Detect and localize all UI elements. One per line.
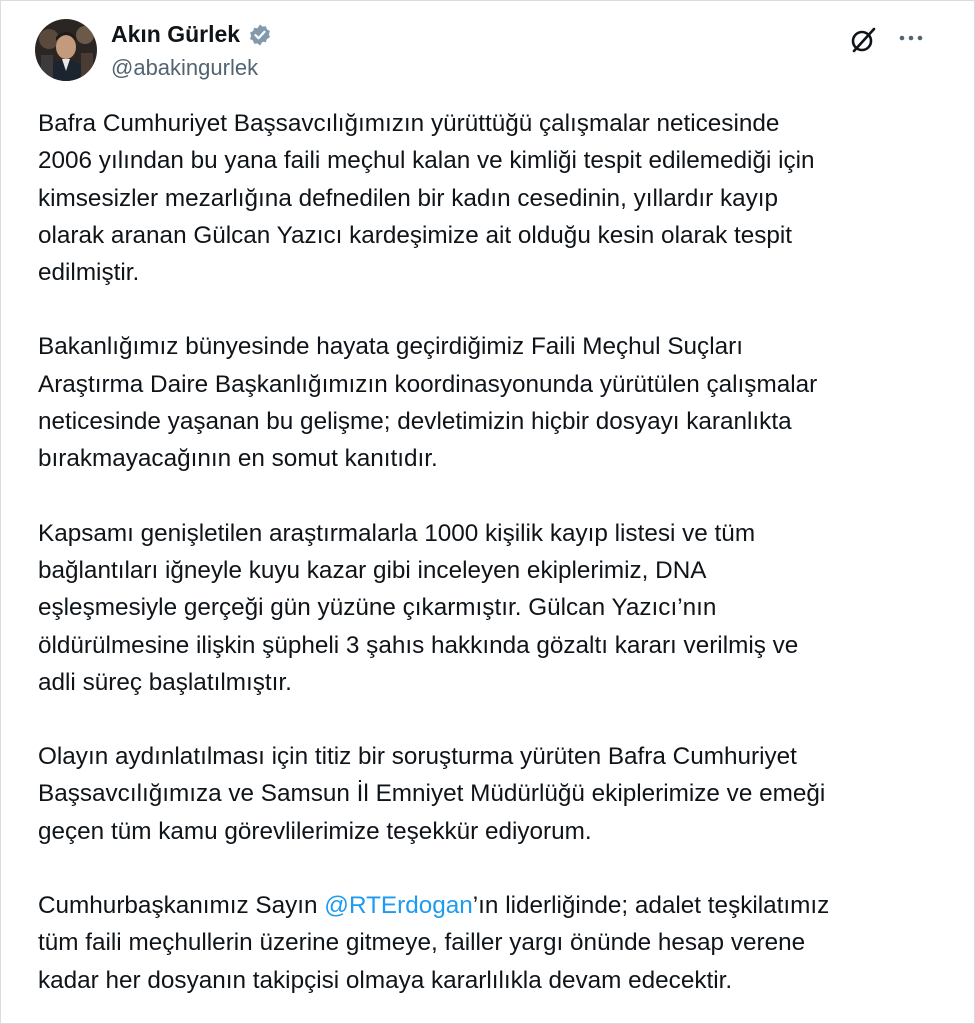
text-line: eşleşmesiyle gerçeği gün yüzüne çıkarmıştır. Gülcan Yazıcı’nın <box>38 594 717 622</box>
text-line: adli süreç başlatılmıştır. <box>38 668 292 696</box>
text-line: bağlantıları iğneyle kuyu kazar gibi inceleyen ekiplerimiz, DNA <box>38 556 707 584</box>
text-line: geçen tüm kamu görevlilerimize teşekkür ediyorum. <box>38 817 592 845</box>
text-line: bırakmayacağının en somut kanıtıdır. <box>38 445 438 473</box>
text-line: Bafra Cumhuriyet Başsavcılığımızın yürüttüğü çalışmalar neticesinde <box>38 110 780 137</box>
text-line: Olayın aydınlatılması için titiz bir soruşturma yürüten Bafra Cumhuriyet <box>38 743 797 771</box>
tweet-paragraph-2 <box>38 328 938 477</box>
text-line: Araştırma Daire Başkanlığımızın koordinasyonunda yürütülen çalışmalar <box>38 370 818 398</box>
avatar-photo <box>35 19 97 81</box>
tweet-paragraph-4 <box>38 738 938 850</box>
text-line: edilmiştir. <box>38 259 140 287</box>
author-handle[interactable]: @abakingurlek <box>111 55 259 80</box>
text-line: Başsavcılığımıza ve Samsun İl Emniyet Müdürlüğü ekiplerimize ve emeği <box>38 780 826 808</box>
grok-icon[interactable] <box>848 25 878 55</box>
text-line: Bakanlığımız bünyesinde hayata geçirdiğimiz Faili Meçhul Suçları <box>38 333 743 361</box>
text-line: olarak aranan Gülcan Yazıcı kardeşimize ait olduğu kesin olarak tespit <box>38 221 793 249</box>
text-line: neticesinde yaşanan bu gelişme; devletimizin hiçbir dosyayı karanlıkta <box>38 408 792 436</box>
text-segment: ’ın liderliğinde; adalet teşkilatımız <box>472 892 830 920</box>
tweet-paragraph-5 <box>38 887 938 999</box>
text-line: kadar her dosyanın takipçisi olmaya kararlılıkla devam edecektir. <box>38 966 733 994</box>
text-segment: Cumhurbaşkanımız Sayın <box>38 892 325 920</box>
text-line: Kapsamı genişletilen araştırmalarla 1000 kişilik kayıp listesi ve tüm <box>38 519 756 547</box>
tweet-paragraph-3 <box>38 515 938 701</box>
text-line: 2006 yılından bu yana faili meçhul kalan ve kimliği tespit edilemediği için <box>38 147 815 175</box>
text-line: tüm faili meçhullerin üzerine gitmeye, failler yargı önünde hesap verene <box>38 929 806 957</box>
tweet-text <box>38 105 938 999</box>
avatar[interactable] <box>35 19 97 81</box>
mention-link[interactable]: @RTErdogan <box>324 892 473 920</box>
text-line: öldürülmesine ilişkin şüpheli 3 şahıs hakkında gözaltı kararı verilmiş ve <box>38 631 799 659</box>
text-line: kimsesizler mezarlığına defnedilen bir kadın cesedinin, yıllardır kayıp <box>38 184 779 212</box>
verified-badge-icon <box>248 23 272 47</box>
author-name-row <box>111 21 272 48</box>
more-options-icon[interactable] <box>894 23 928 53</box>
text-line-with-mention <box>38 887 938 924</box>
tweet-paragraph-1 <box>38 105 938 291</box>
author-display-name[interactable]: Akın Gürlek <box>111 21 241 47</box>
